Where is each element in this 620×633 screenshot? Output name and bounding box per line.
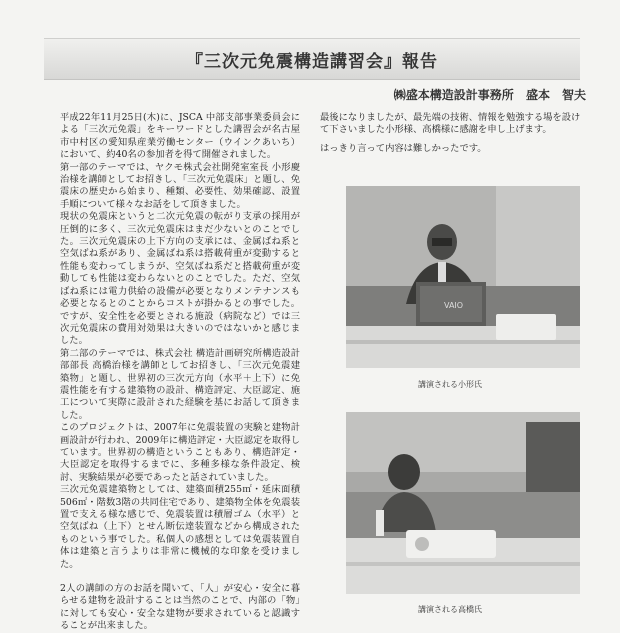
body-paragraph: 最後になりましたが、最先端の技術、情報を勉強する場を設けて下さいました小形様、高橋様に感謝を申し上げます。 [320,112,581,136]
body-paragraph: 第一部のテーマでは、ヤクモ株式会社開発室室長 小形慶治様を講師としてお招きし、「三次元免震床」と題し、免震床の歴史から始まり、種類、必要性、効果確認、設置手順について様々なお話をして頂きました。 [60,161,300,210]
laptop-logo: VAIO [444,301,464,310]
article-title: 『三次元免震構造講習会』報告 [186,51,438,72]
right-column [320,112,582,155]
body-paragraph: 平成22年11月25日(木)に、JSCA 中部支部事業委員会による「三次元免震」をキーワードとした講習会が名古屋市中村区の愛知県産業労働センター（ウインクあいち）において、約40名の参加者を得て開催されました。 [60,112,300,161]
title-banner [44,38,580,80]
photo-illustration [346,412,580,594]
body-paragraph: このプロジェクトは、2007年に免震装置の実験と建物計画設計が行われ、2009年に構造評定・大臣認定を取得しています。世界初の構造ということもあり、構造評定・大臣認定を取得するまでに、多種多様な条件設定、検討、実験結果が必要であったと話されていました。 [60,422,300,483]
body-paragraph: 第二部のテーマでは、株式会社 構造計画研究所構造設計部部長 高橋治様を講師としてお招きし、「三次元免震建築物」と題し、世界初の三次元方向（水平＋上下）に免震性能を有する建築物の設計、構造評定、大臣認定、施工について実際に設計された経験を基にお話して頂きました。 [60,347,300,421]
speaker-photo-takahashi [346,412,580,594]
photo-caption: 講演される高橋氏 [418,605,482,614]
photo-caption: 講演される小形氏 [418,380,482,389]
photo-illustration [346,186,580,368]
body-paragraph: 2人の講師の方のお話を聞いて、「人」が安心・安全に暮らせる建物を設計することは当然のことで、内部の「物」に対しても安心・安全な建物が要求されていると認識することが出来ました。 [60,583,300,632]
body-paragraph: 三次元免震建築物としては、建築面積255㎡・延床面積506㎡・階数3階の共同住宅であり、建築物全体を免震装置で支える様な感じで、免震装置は積層ゴム（水平）と空気ばね（上下）とせん断伝達装置などから構成されたものという事でした。私個人の感想としては免震装置自体は建築と言うよりは非常に機械的な印象を受けました。 [60,484,300,570]
left-column [60,112,300,633]
body-paragraph: はっきり言って内容は難しかったです。 [320,142,487,154]
author-line [394,86,586,103]
author-organization: ㈱盛本構造設計事務所 [393,88,514,102]
author-name: 盛本 智夫 [525,88,586,102]
body-paragraph: 現状の免震床というと二次元免震の転がり支承の採用が圧倒的に多く、三次元免震床はまだ少ないとのことでした。三次元免震床の上下方向の支承には、金属ばね系と空気ばね系があり、金属ばね系は搭載荷重が変動すると性能も変わってしまうが、空気ばね系だと搭載荷重が変動しても性能は変わらないとのことでした。ただ、空気ばね系には電力供給の設備が必要となりメンテナンスも必要となるとのことからコストが掛かるとの事でした。ですが、安全性を必要とされる施設（病院など）では三次元免震床の費用対効果は大きいのではないかと感じました。 [60,211,300,347]
speaker-photo-ogata [346,186,580,368]
